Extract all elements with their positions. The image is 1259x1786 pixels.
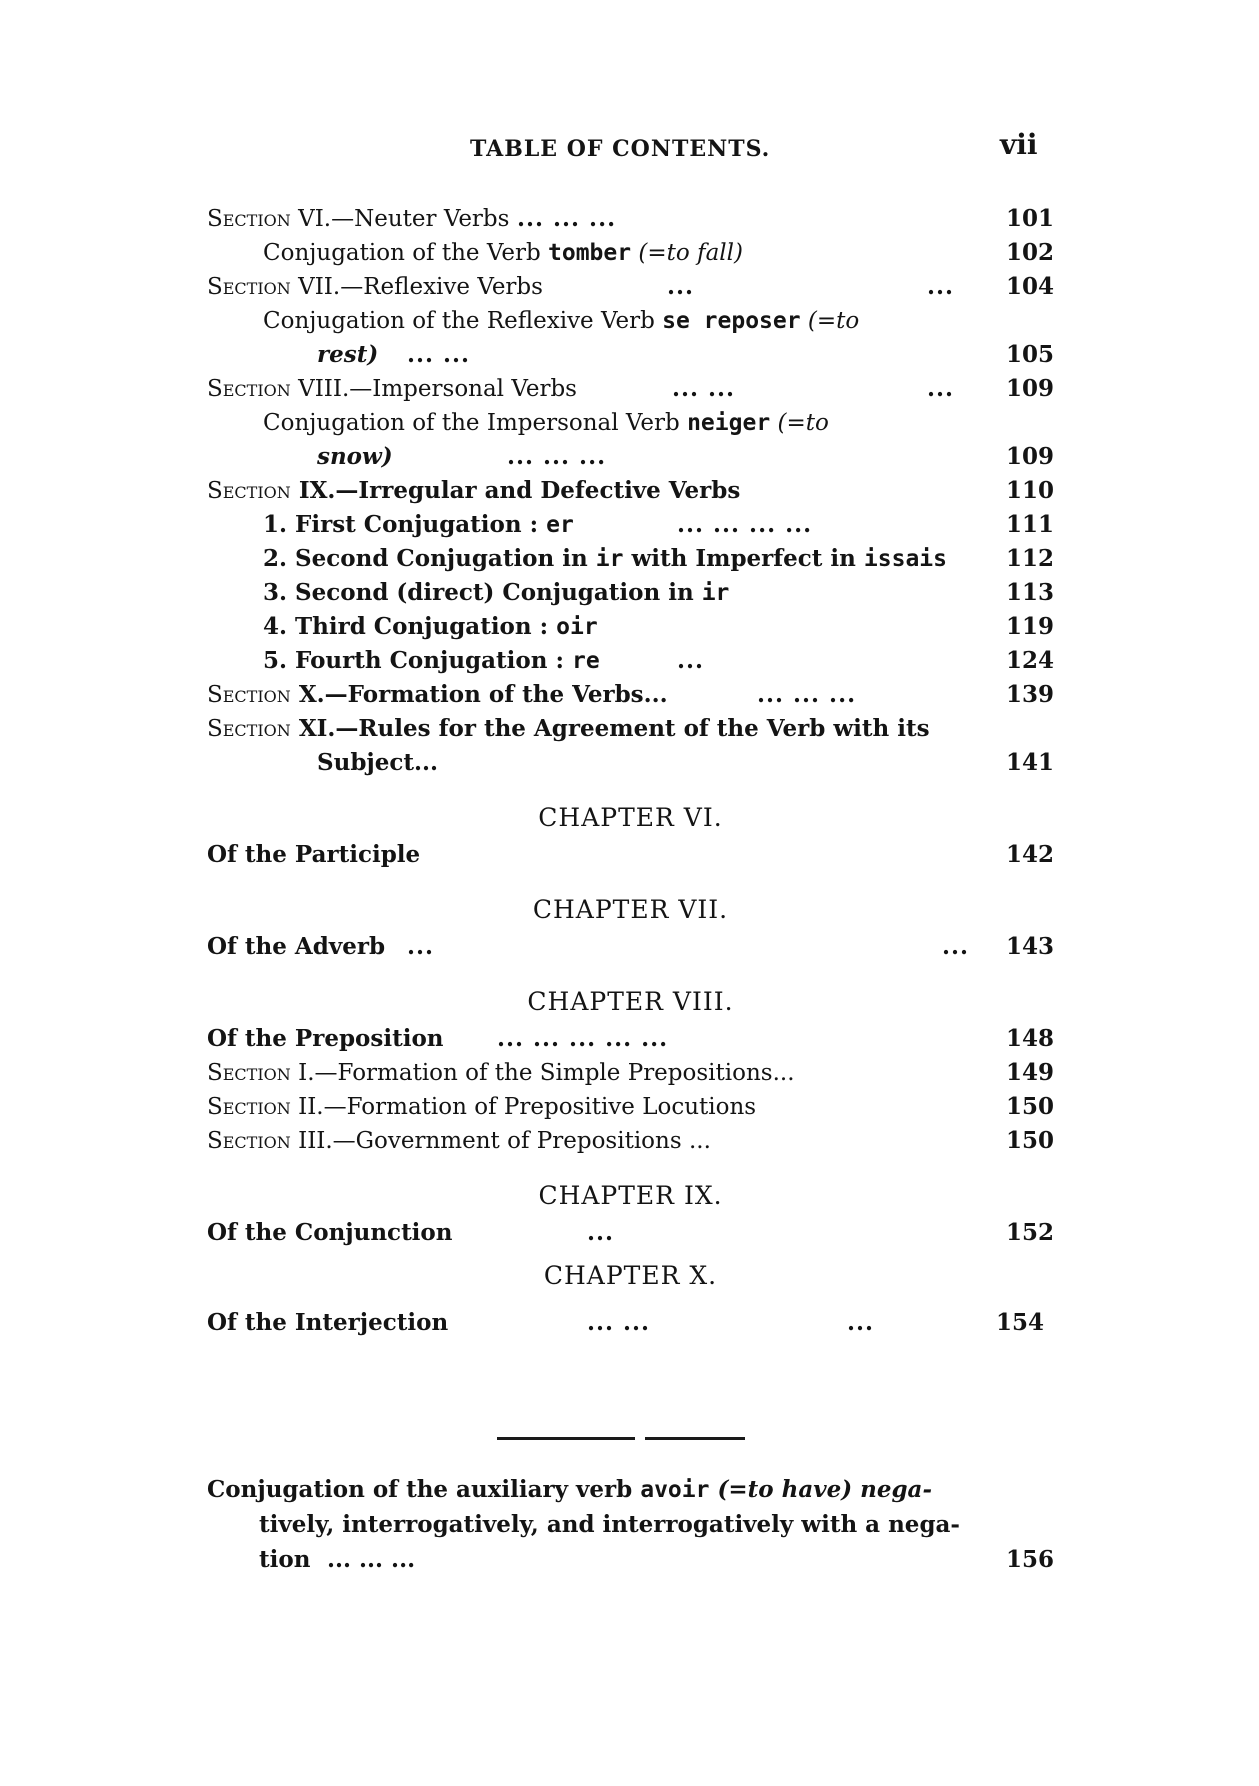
leader-dots: ... ... ... ... — [677, 511, 813, 538]
toc-entry — [207, 304, 1054, 338]
entry-title: X.—Formation of the Verbs... — [298, 681, 668, 708]
toc-entry — [207, 372, 1054, 406]
toc-entry — [207, 1124, 1054, 1158]
leader-dots: ... ... — [587, 1309, 651, 1336]
leader-dots: ... ... ... — [757, 681, 857, 708]
entry-title: II.—Formation of Prepositive Locutions — [298, 1094, 757, 1120]
entry-title: Of the Interjection — [207, 1309, 449, 1336]
section-prefix: Section — [207, 1094, 291, 1120]
chapter-heading: CHAPTER VI. — [538, 803, 723, 832]
verb-word: avoir — [640, 1477, 710, 1503]
leader-dots: ... ... ... — [327, 1546, 416, 1573]
entry-title: Of the Participle — [207, 841, 421, 868]
entry-title: III.—Government of Prepositions ... — [298, 1128, 711, 1154]
page-ref: 112 — [1005, 545, 1054, 572]
page-ref: 150 — [1005, 1127, 1054, 1154]
toc-entry — [207, 270, 1054, 304]
toc-entry — [207, 838, 1054, 872]
page-ref: 148 — [1005, 1025, 1054, 1052]
page-ref: 156 — [1005, 1546, 1054, 1573]
toc-entry — [207, 542, 1054, 576]
leader-dots: ... ... ... ... ... — [497, 1025, 669, 1052]
appendix-text-cont: (=to have) nega- — [717, 1476, 933, 1503]
toc-entry — [207, 508, 1054, 542]
leader-dots: ... ... ... — [517, 205, 617, 232]
verb-ending: issais — [863, 546, 948, 572]
verb-ending: re — [571, 648, 600, 674]
entry-title: 5. Fourth Conjugation : — [263, 647, 564, 674]
table-of-contents — [207, 202, 1054, 1340]
verb-meaning: (=to — [777, 410, 829, 436]
chapter-heading: CHAPTER VII. — [532, 895, 729, 924]
toc-entry — [207, 1022, 1054, 1056]
section-prefix: Section — [207, 1060, 291, 1086]
page-ref: 150 — [1005, 1093, 1054, 1120]
toc-entry — [207, 746, 1054, 780]
entry-title: Conjugation of the Reflexive Verb — [263, 308, 655, 334]
leader-dots: ... ... — [672, 375, 736, 402]
appendix-text: tion — [259, 1546, 311, 1573]
leader-dots: ... — [587, 1219, 615, 1246]
section-prefix: Section — [207, 376, 291, 402]
verb-word: neiger — [687, 410, 771, 436]
leader-dots: ... — [847, 1309, 875, 1336]
section-prefix: Section — [207, 716, 291, 742]
entry-title: Of the Adverb — [207, 933, 386, 960]
section-prefix: Section — [207, 478, 291, 504]
toc-entry — [207, 576, 1054, 610]
toc-entry — [207, 610, 1054, 644]
verb-meaning: (=to — [807, 308, 860, 334]
leader-dots: ... — [942, 933, 970, 960]
verb-word: tomber — [548, 240, 632, 266]
entry-title: snow) — [317, 443, 393, 470]
toc-entry — [207, 338, 1054, 372]
appendix-line-3 — [207, 1542, 1054, 1577]
chapter-heading: CHAPTER IX. — [538, 1181, 723, 1210]
appendix-line-1 — [207, 1472, 1054, 1507]
page-header-title: TABLE OF CONTENTS. — [470, 136, 771, 162]
toc-entry — [207, 930, 1054, 964]
appendix-entry — [207, 1472, 1054, 1577]
toc-entry — [207, 712, 1054, 746]
page-ref: 139 — [1005, 681, 1054, 708]
page-ref: 111 — [1005, 511, 1054, 538]
leader-dots: ... — [407, 933, 435, 960]
toc-entry — [207, 474, 1054, 508]
page-ref: 149 — [1005, 1059, 1054, 1086]
toc-entry — [207, 1056, 1054, 1090]
entry-title: Subject... — [317, 749, 439, 776]
verb-ending: er — [546, 512, 574, 538]
section-prefix: Section — [207, 1128, 291, 1154]
verb-ending: ir — [701, 580, 730, 606]
toc-entry — [207, 440, 1054, 474]
entry-title: Conjugation of the Impersonal Verb — [263, 410, 680, 436]
leader-dots: ... — [927, 273, 955, 300]
entry-title: 2. Second Conjugation in — [263, 545, 588, 572]
entry-title: 4. Third Conjugation : — [263, 613, 549, 640]
leader-dots: ... ... ... — [507, 443, 607, 470]
leader-dots: ... — [927, 375, 955, 402]
page-ref: 104 — [1005, 273, 1054, 300]
toc-entry — [207, 644, 1054, 678]
section-prefix: Section — [207, 682, 291, 708]
page-ref: 152 — [1005, 1219, 1054, 1246]
page-ref: 142 — [1005, 841, 1054, 868]
page-ref: 143 — [1005, 933, 1054, 960]
page-ref: 113 — [1005, 579, 1054, 606]
entry-title: VII.—Reflexive Verbs — [298, 274, 543, 300]
toc-entry — [207, 406, 1054, 440]
page-ref: 101 — [1005, 205, 1054, 232]
verb-word: se reposer — [662, 308, 801, 334]
entry-title: rest) — [317, 341, 379, 368]
page-ref: 109 — [1005, 375, 1054, 402]
section-prefix: Section — [207, 206, 291, 232]
toc-entry — [207, 1216, 1054, 1250]
entry-title: Of the Preposition — [207, 1025, 444, 1052]
toc-entry — [207, 678, 1054, 712]
divider-rule — [497, 1437, 745, 1440]
entry-title: VIII.—Impersonal Verbs — [298, 376, 577, 402]
toc-entry — [207, 236, 1054, 270]
entry-title: Conjugation of the Verb — [263, 240, 541, 266]
page-ref: 102 — [1005, 239, 1054, 266]
leader-dots: ... ... — [407, 341, 471, 368]
page-ref: 154 — [995, 1309, 1044, 1336]
chapter-heading: CHAPTER VIII. — [527, 987, 734, 1016]
entry-title: VI.—Neuter Verbs — [298, 206, 510, 232]
page-number: vii — [1000, 128, 1038, 161]
page-ref: 119 — [1005, 613, 1054, 640]
appendix-text: Conjugation of the auxiliary verb — [207, 1476, 633, 1503]
page-ref: 141 — [1005, 749, 1054, 776]
leader-dots: ... — [677, 647, 705, 674]
page-ref: 110 — [1005, 477, 1054, 504]
page-ref: 105 — [1005, 341, 1054, 368]
verb-meaning: (=to fall) — [638, 240, 743, 266]
toc-entry — [207, 1306, 1054, 1340]
entry-title: IX.—Irregular and Defective Verbs — [298, 477, 741, 504]
toc-entry — [207, 1090, 1054, 1124]
verb-ending: ir — [595, 546, 624, 572]
page-ref: 124 — [1005, 647, 1054, 674]
page-ref: 109 — [1005, 443, 1054, 470]
section-prefix: Section — [207, 274, 291, 300]
leader-dots: ... — [667, 273, 695, 300]
entry-title: XI.—Rules for the Agreement of the Verb with its — [298, 715, 930, 742]
appendix-line-2: tively, interrogatively, and interrogatively with a nega- — [259, 1511, 960, 1538]
entry-title: 1. First Conjugation : — [263, 511, 539, 538]
chapter-heading: CHAPTER X. — [543, 1261, 718, 1290]
entry-title-cont: with Imperfect in — [631, 545, 856, 572]
entry-title: Of the Conjunction — [207, 1219, 453, 1246]
toc-entry — [207, 202, 1054, 236]
entry-title: 3. Second (direct) Conjugation in — [263, 579, 694, 606]
verb-ending: oir — [556, 614, 598, 640]
entry-title: I.—Formation of the Simple Prepositions... — [298, 1060, 795, 1086]
